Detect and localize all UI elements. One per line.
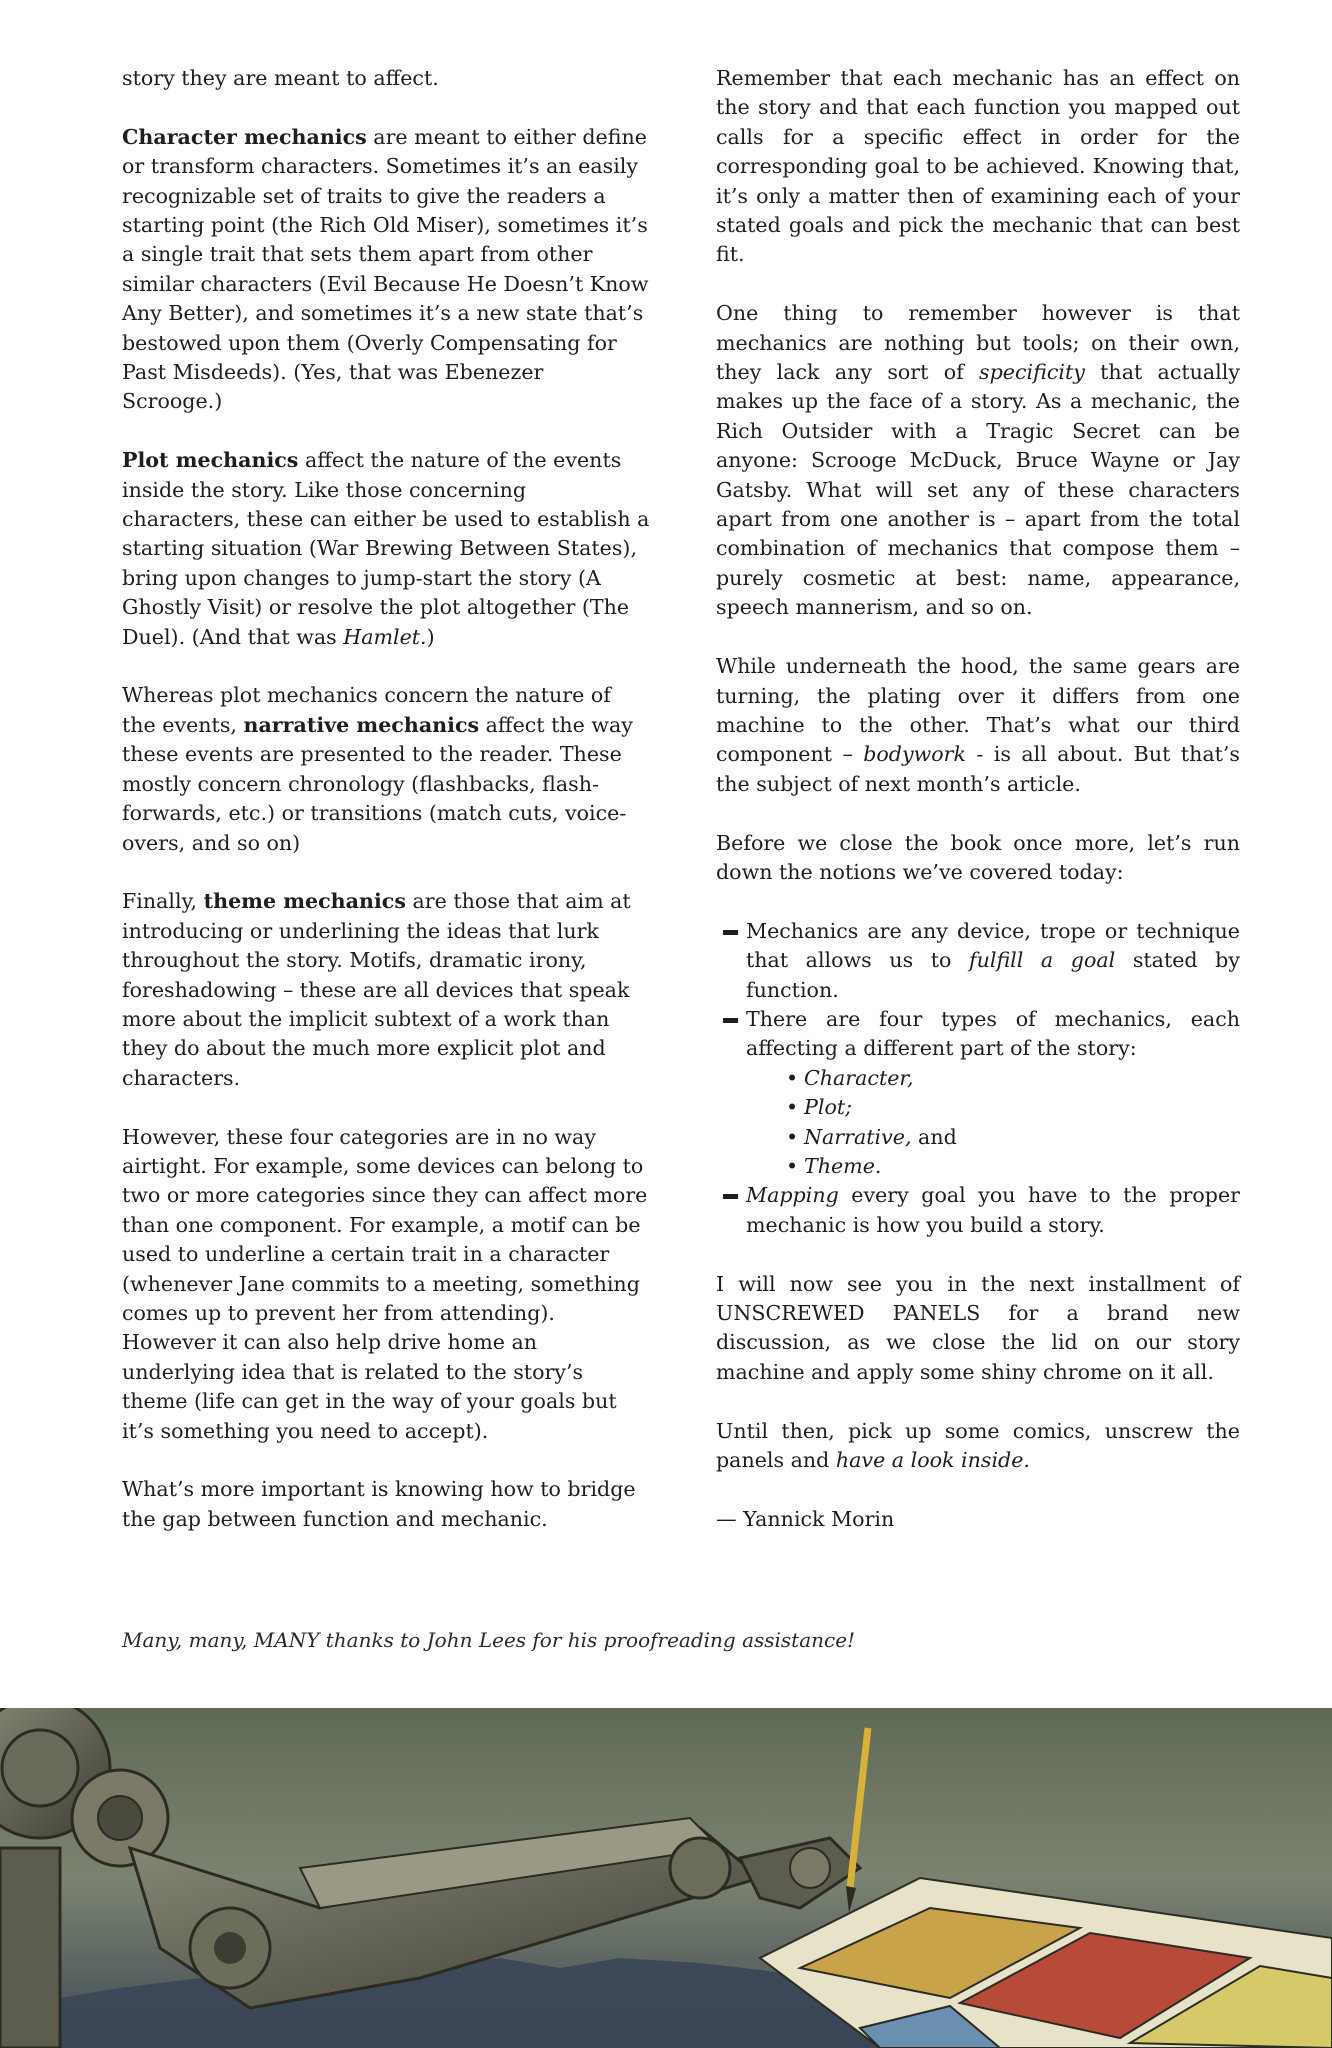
summary-list <box>716 917 1240 1240</box>
signature: — Yannick Morin <box>716 1506 895 1531</box>
paragraph <box>716 1417 1240 1476</box>
list-item <box>716 1005 1240 1181</box>
paragraph-text: Until then, pick up some comics, unscrew the panels and <box>716 1418 1240 1472</box>
paragraph-narrative-mechanics <box>122 681 650 857</box>
list-item-narrative <box>786 1123 1240 1152</box>
italic-text: have a look inside. <box>835 1448 1030 1472</box>
list-item <box>716 1181 1240 1240</box>
mechanic-types-list <box>746 1064 1240 1182</box>
term-bold: Character mechanics <box>122 124 367 149</box>
paragraph-text: affect the way these events are presented to the reader. These mostly concern chronology (flashbacks, flash-forwards, etc.) or transitions (match cuts, voice-overs, and so on) <box>122 712 633 855</box>
paragraph-text: that actually makes up the face of a story. As a mechanic, the Rich Outsider with a Tragic Secret can be anyone: Scrooge McDuck, Bruce Wayne or Jay Gatsby. What will set any of these characters apart from one another is – apart from the total combination of mechanics that compose them –purely cosmetic at best: name, appearance, speech mannerism, and so on. <box>716 360 1240 620</box>
list-item <box>716 917 1240 1005</box>
right-column <box>716 64 1240 1564</box>
robot-arm-drawing-comic-icon <box>0 1708 1332 2048</box>
paragraph: Before we close the book once more, let’s run down the notions we’ve covered today: <box>716 830 1240 884</box>
list-text: every goal you have to the proper mechanic is how you build a story. <box>746 1183 1240 1237</box>
italic-text: fulfill a goal <box>968 948 1116 973</box>
italic-text: Hamlet. <box>343 624 427 649</box>
paragraph <box>716 652 1240 799</box>
paragraph-text: Finally, <box>122 889 204 914</box>
paragraph-text: are meant to either define or transform characters. Sometimes it’s an easily recognizable set of traits to give the readers a starting point (the Rich Old Miser), sometimes it’s a single trait that sets them apart from other similar characters (Evil Because He Doesn’t Know Any Better), and sometimes it’s a new state that’s bestowed upon them (Overly Compensating for Past Misdeeds). (Yes, that was Ebenezer Scrooge.) <box>122 124 649 414</box>
list-text: Mechanics are any device, trope or technique that allows us to <box>746 918 1240 973</box>
italic-text: specificity <box>979 360 1085 385</box>
italic-text: Plot; <box>804 1095 853 1120</box>
paragraph-theme-mechanics <box>122 887 650 1093</box>
left-column <box>122 64 650 1564</box>
thanks-note: Many, many, MANY thanks to John Lees for his proofreading assistance! <box>122 1628 856 1652</box>
italic-text: Mapping <box>746 1183 839 1208</box>
paragraph-text: are those that aim at introducing or underlining the ideas that lurk throughout the story. Motifs, dramatic irony, foreshadowing – these are all devices that speak more about the implicit subtext of a work than they do about the much more explicit plot and characters. <box>122 889 631 1090</box>
list-item-plot <box>786 1093 1240 1122</box>
paragraph-character-mechanics <box>122 123 650 417</box>
italic-text: Narrative, <box>804 1124 912 1149</box>
paragraph-text: affect the nature of the events inside the story. Like those concerning characters, these can either be used to establish a starting situation (War Brewing Between States), bring upon changes to jump-start the story (A Ghostly Visit) or resolve the plot altogether (The Duel). (And that was <box>122 448 650 649</box>
list-text: There are four types of mechanics, each affecting a different part of the story: <box>746 1006 1240 1061</box>
list-item-theme <box>786 1152 1240 1181</box>
paragraph-text: Whereas plot mechanics concern the nature of the events, <box>122 683 611 737</box>
term-bold: narrative mechanics <box>243 712 480 737</box>
paragraph <box>716 299 1240 622</box>
paragraph: However, these four categories are in no way airtight. For example, some devices can belong to two or more categories since they can affect more than one component. For example, a motif can be used to underline a certain trait in a character (whenever Jane commits to a meeting, something comes up to prevent her from attending). However it can also help drive home an underlying idea that is related to the story’s theme (life can get in the way of your goals but it’s something you need to accept). <box>122 1124 648 1443</box>
italic-text: Character, <box>804 1065 914 1090</box>
term-bold: Plot mechanics <box>122 448 299 473</box>
list-item-character <box>786 1064 1240 1093</box>
paragraph: story they are meant to affect. <box>122 66 439 90</box>
paragraph-plot-mechanics <box>122 446 650 652</box>
paragraph: What’s more important is knowing how to bridge the gap between function and mechanic. <box>122 1477 636 1531</box>
list-text: and <box>911 1124 957 1149</box>
paragraph-text: ) <box>426 624 435 649</box>
italic-text: bodywork <box>863 742 966 767</box>
paragraph: I will now see you in the next installment of UNSCREWED PANELS for a brand new discussion, as we close the lid on our story machine and apply some shiny chrome on it all. <box>716 1271 1240 1384</box>
paragraph: Remember that each mechanic has an effect on the story and that each function you mapped out calls for a specific effect in order for the corresponding goal to be achieved. Knowing that, it’s only a matter then of examining each of your stated goals and pick the mechanic that can best fit. <box>716 66 1240 267</box>
paragraph-text: While underneath the hood, the same gears are turning, the plating over it differs from one machine to the other. That’s what our third component – <box>716 654 1240 767</box>
paragraph-text: - is all about. But that’s the subject of next month’s article. <box>716 742 1241 796</box>
italic-text: Theme. <box>804 1153 882 1178</box>
paragraph-text: One thing to remember however is that mechanics are nothing but tools; on their own, they lack any sort of <box>716 301 1240 385</box>
term-bold: theme mechanics <box>203 889 406 914</box>
list-text: stated by function. <box>746 948 1240 1002</box>
